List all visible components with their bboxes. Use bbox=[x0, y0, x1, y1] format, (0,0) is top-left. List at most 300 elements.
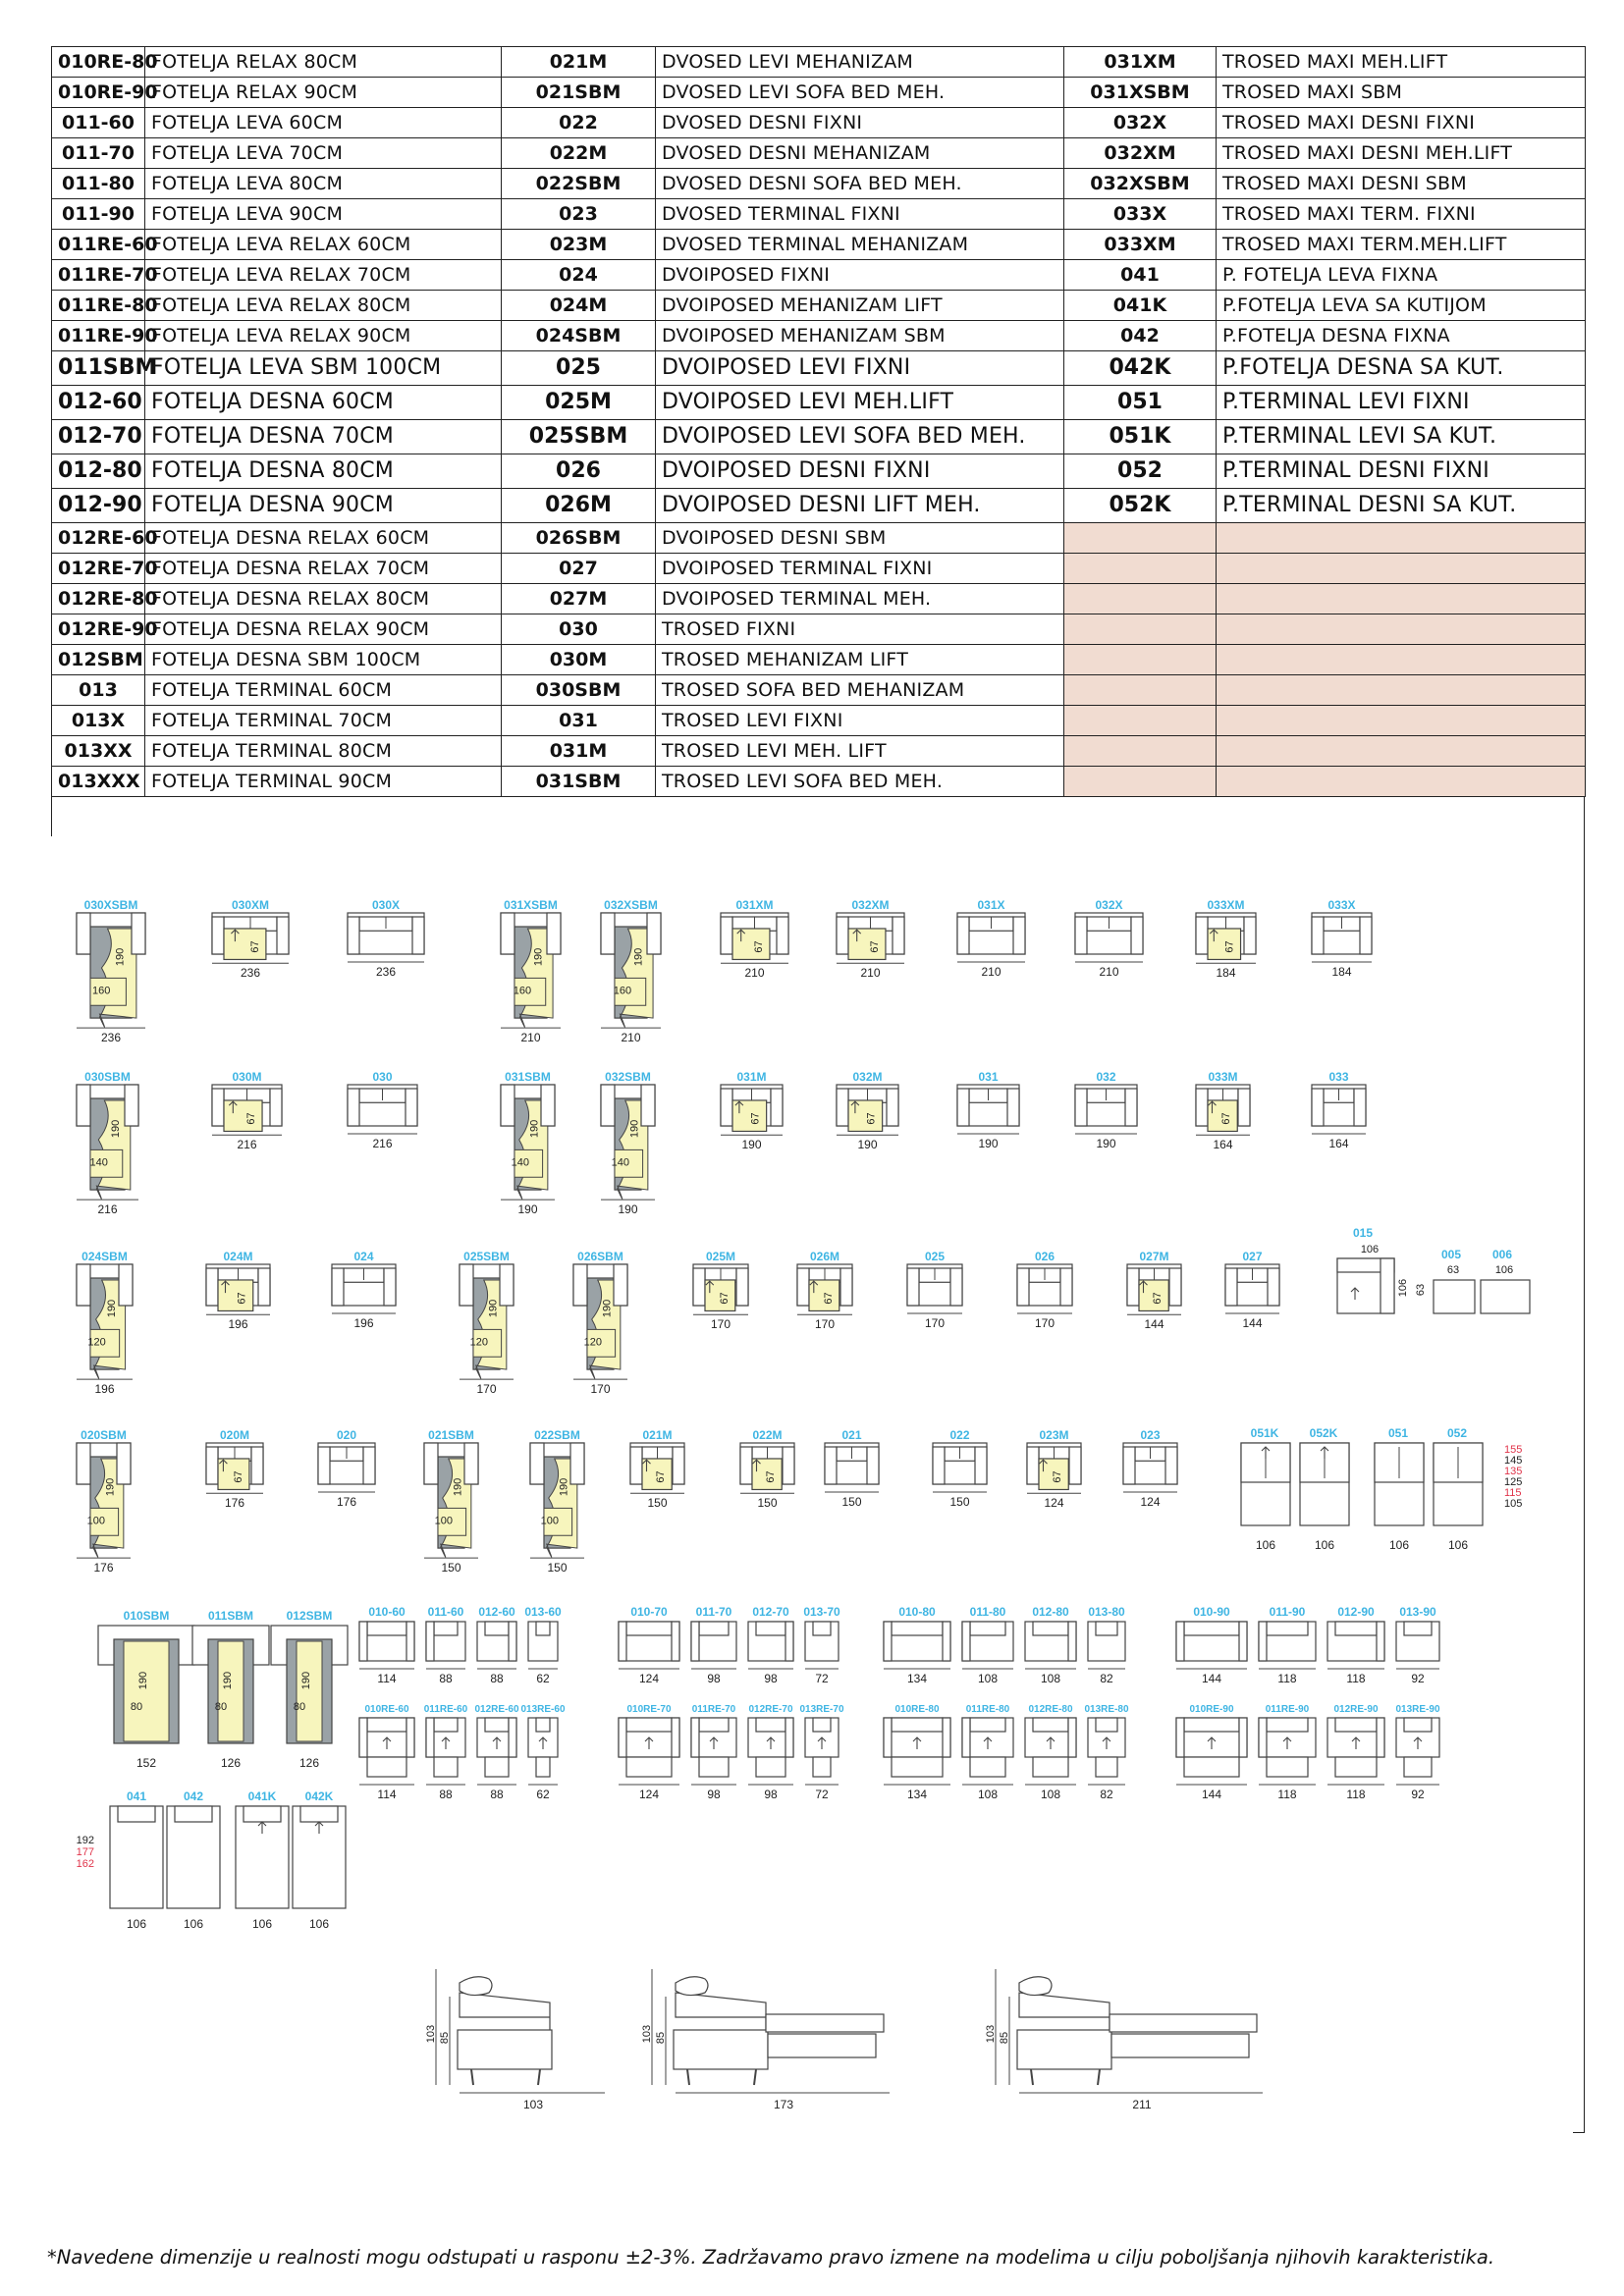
module-width-label: 98 bbox=[764, 1788, 778, 1801]
sofa-armrest bbox=[1312, 917, 1324, 954]
sofa-module-033M bbox=[1196, 1070, 1250, 1151]
module-code-label: 012RE-80 bbox=[1028, 1704, 1073, 1715]
bed-width-label: 80 bbox=[293, 1701, 306, 1713]
ottoman bbox=[1434, 1280, 1475, 1313]
sofa-module-030M bbox=[212, 1070, 282, 1151]
module-code-label: 020SBM bbox=[81, 1428, 127, 1442]
mechanism-depth-label: 67 bbox=[868, 940, 881, 953]
module-width-label: 210 bbox=[744, 966, 765, 981]
module-code-label: 032SBM bbox=[605, 1070, 651, 1084]
bed-width-label: 80 bbox=[214, 1701, 228, 1713]
module-width-label: 170 bbox=[814, 1317, 836, 1332]
chair-010RE-60 bbox=[359, 1704, 414, 1801]
module-width-label: 118 bbox=[1277, 1788, 1297, 1801]
side-profile-2 bbox=[641, 1969, 890, 2111]
depth-option-label: 145 bbox=[1504, 1455, 1523, 1467]
module-width-label: 88 bbox=[439, 1788, 453, 1801]
model-description-cell: TROSED FIXNI bbox=[656, 614, 1064, 645]
model-description-cell: DVOIPOSED TERMINAL MEH. bbox=[656, 584, 1064, 614]
depth-option-label: 155 bbox=[1504, 1444, 1523, 1456]
sofa-module-024 bbox=[332, 1250, 396, 1330]
module-code-label: 032M bbox=[852, 1070, 883, 1084]
module-width-label: 106 bbox=[1255, 1538, 1276, 1552]
module-code-label: 011RE-90 bbox=[1265, 1704, 1310, 1715]
chair-backrest bbox=[626, 1718, 672, 1732]
model-description-cell: TROSED MAXI MEH.LIFT bbox=[1217, 47, 1586, 78]
sofa-side-base bbox=[1017, 2030, 1111, 2069]
module-code-label: 021 bbox=[841, 1428, 862, 1442]
module-code-label: 024M bbox=[223, 1250, 253, 1263]
headrest bbox=[1019, 1977, 1052, 1996]
mechanism-depth-label: 67 bbox=[1220, 1112, 1233, 1125]
bed-width-label: 160 bbox=[513, 985, 532, 997]
model-description-cell: DVOSED DESNI MEHANIZAM bbox=[656, 138, 1064, 169]
module-code-label: 022M bbox=[752, 1428, 783, 1442]
chair-backrest bbox=[626, 1622, 672, 1635]
sofa-bed-mattress bbox=[218, 1641, 244, 1741]
chair-012RE-60 bbox=[474, 1704, 518, 1801]
module-code-label: 012-90 bbox=[1337, 1605, 1375, 1619]
module-code-label: 010-90 bbox=[1193, 1605, 1230, 1619]
bed-length-label: 190 bbox=[109, 1119, 122, 1139]
model-code-cell: 031 bbox=[502, 706, 656, 736]
seat-height-label: 85 bbox=[439, 2031, 451, 2045]
module-width-label: 124 bbox=[1044, 1496, 1064, 1511]
module-code-label: 023M bbox=[1039, 1428, 1069, 1442]
module-code-label: 042 bbox=[183, 1789, 204, 1803]
model-code-cell: 033XM bbox=[1064, 230, 1217, 260]
sofa-armrest bbox=[424, 1443, 438, 1484]
chair-backrest bbox=[892, 1718, 943, 1732]
module-code-label: 010-70 bbox=[630, 1605, 668, 1619]
module-width-label: 190 bbox=[1096, 1137, 1116, 1150]
chair-backrest bbox=[1404, 1622, 1432, 1635]
sofa-armrest bbox=[406, 1089, 417, 1126]
chair-backrest bbox=[1184, 1622, 1239, 1635]
chair-armrest bbox=[943, 1622, 950, 1661]
bed-length-label: 190 bbox=[222, 1671, 234, 1690]
depth-label: 103 bbox=[522, 2098, 544, 2111]
sofa-armrest bbox=[887, 1089, 898, 1126]
module-code-label: 030X bbox=[371, 898, 401, 912]
mechanism-depth-label: 67 bbox=[232, 1470, 244, 1483]
module-width-label: 106 bbox=[308, 1917, 330, 1931]
module-width-label: 62 bbox=[536, 1788, 550, 1801]
chair-backrest bbox=[1096, 1622, 1117, 1635]
module-width-label: 106 bbox=[1314, 1538, 1335, 1552]
sofa-armrest bbox=[1196, 917, 1208, 954]
bed-width-label: 160 bbox=[613, 985, 632, 997]
model-code-cell: 042 bbox=[1064, 321, 1217, 351]
sofa-armrest bbox=[1075, 917, 1087, 954]
model-description-cell: TROSED SOFA BED MEHANIZAM bbox=[656, 675, 1064, 706]
module-code-label: 010RE-60 bbox=[364, 1704, 409, 1715]
model-description-cell: DVOSED TERMINAL MEHANIZAM bbox=[656, 230, 1064, 260]
model-description-cell: DVOSED DESNI FIXNI bbox=[656, 108, 1064, 138]
chair-013-90 bbox=[1396, 1605, 1439, 1685]
chair-011-80 bbox=[962, 1605, 1013, 1685]
module-width-label: 236 bbox=[240, 966, 261, 981]
model-description-cell: DVOIPOSED LEVI MEH.LIFT bbox=[656, 386, 1064, 420]
sofa-armrest bbox=[1017, 1268, 1029, 1306]
model-code-cell: 010RE-80 bbox=[52, 47, 145, 78]
module-code-label: 012SBM bbox=[286, 1609, 333, 1623]
ottoman bbox=[1481, 1280, 1530, 1313]
sofa-armrest bbox=[1060, 1268, 1072, 1306]
model-description-cell: P.FOTELJA DESNA FIXNA bbox=[1217, 321, 1586, 351]
bed-length-label: 190 bbox=[487, 1299, 500, 1318]
module-code-label: 024 bbox=[353, 1250, 374, 1263]
chair-armrest bbox=[426, 1718, 434, 1757]
mechanism-depth-label: 67 bbox=[245, 1112, 258, 1125]
relax-footrest bbox=[1096, 1757, 1117, 1777]
module-width-label: 216 bbox=[97, 1202, 118, 1217]
model-code-cell: 012RE-60 bbox=[52, 523, 145, 554]
sofa-armrest bbox=[363, 1447, 375, 1484]
module-code-label: 011RE-60 bbox=[423, 1704, 468, 1715]
module-code-label: 033XM bbox=[1207, 898, 1245, 912]
module-width-label: 108 bbox=[977, 1788, 999, 1801]
sofa-armrest bbox=[1225, 1268, 1237, 1306]
sofa-armrest bbox=[500, 1264, 514, 1306]
model-code-cell: 011RE-70 bbox=[52, 260, 145, 291]
sofa-armrest bbox=[570, 1443, 584, 1484]
corner-and-ottoman-units bbox=[1337, 1226, 1530, 1313]
model-description-cell: FOTELJA LEVA 70CM bbox=[145, 138, 502, 169]
relax-footrest bbox=[1267, 1757, 1308, 1777]
bed-width-label: 120 bbox=[583, 1336, 602, 1349]
model-description-cell: FOTELJA TERMINAL 80CM bbox=[145, 736, 502, 767]
bed-mechanism bbox=[1111, 2034, 1249, 2057]
chair-backrest bbox=[970, 1622, 1005, 1635]
sofa-armrest bbox=[77, 1085, 90, 1126]
sofa-module-033XM bbox=[1196, 898, 1256, 980]
sofa-armrest bbox=[1127, 1268, 1139, 1306]
module-width-label: 98 bbox=[764, 1672, 778, 1685]
bed-length-label: 190 bbox=[528, 1119, 541, 1139]
model-code-cell: 022 bbox=[502, 108, 656, 138]
model-code-cell: 033X bbox=[1064, 199, 1217, 230]
module-width-label: 216 bbox=[372, 1137, 393, 1150]
model-description-cell: TROSED MAXI SBM bbox=[1217, 78, 1586, 108]
chair-010RE-90 bbox=[1176, 1704, 1247, 1801]
sofa-armrest bbox=[783, 1447, 794, 1484]
side-profile-1 bbox=[425, 1969, 605, 2111]
chair-backrest bbox=[892, 1622, 943, 1635]
module-code-label: 033X bbox=[1327, 898, 1356, 912]
chair-010RE-70 bbox=[619, 1704, 679, 1801]
sofa-armrest bbox=[840, 1268, 852, 1306]
module-width-label: 190 bbox=[857, 1138, 878, 1152]
sofa-module-022M bbox=[740, 1428, 794, 1510]
relax-footrest bbox=[367, 1757, 406, 1777]
chair-012-80 bbox=[1025, 1605, 1076, 1685]
sofa-module-021SBM bbox=[424, 1428, 478, 1575]
bed-width-label: 120 bbox=[469, 1336, 488, 1349]
chair-011-90 bbox=[1259, 1605, 1316, 1685]
module-code-label: 010SBM bbox=[123, 1609, 170, 1623]
sofa-armrest bbox=[117, 1443, 131, 1484]
sofa-armrest bbox=[825, 1447, 837, 1484]
sofa-armrest bbox=[125, 1085, 138, 1126]
chair-backrest bbox=[1335, 1622, 1377, 1635]
module-width-label: 106 bbox=[251, 1917, 273, 1931]
module-width-label: 150 bbox=[441, 1561, 461, 1575]
sofa-armrest bbox=[530, 1443, 544, 1484]
module-width-label: 196 bbox=[353, 1316, 374, 1330]
model-code-cell: 052K bbox=[1064, 489, 1217, 523]
model-code-cell: 024 bbox=[502, 260, 656, 291]
model-code-cell: 026M bbox=[502, 489, 656, 523]
relax-footrest bbox=[536, 1757, 550, 1777]
chair-011RE-60 bbox=[424, 1704, 468, 1801]
sofa-armrest bbox=[348, 917, 359, 954]
module-code-label: 041K bbox=[247, 1789, 277, 1803]
module-width-label: 98 bbox=[707, 1788, 721, 1801]
chair-armrest bbox=[1068, 1718, 1076, 1757]
model-code-cell: 012-80 bbox=[52, 454, 145, 489]
model-code-cell: 030SBM bbox=[502, 675, 656, 706]
sofa-module-031 bbox=[957, 1070, 1019, 1150]
chair-armrest bbox=[509, 1718, 516, 1757]
model-description-cell: DVOIPOSED LEVI FIXNI bbox=[656, 351, 1064, 386]
module-width-label: 210 bbox=[621, 1031, 641, 1045]
chair-armrest bbox=[785, 1718, 793, 1757]
model-code-cell: 011-70 bbox=[52, 138, 145, 169]
mechanism-depth-label: 67 bbox=[1152, 1292, 1164, 1305]
module-code-label: 027 bbox=[1242, 1250, 1263, 1263]
sofa-module-032M bbox=[837, 1070, 898, 1151]
sofa-armrest bbox=[384, 1268, 396, 1306]
chair-backrest bbox=[485, 1622, 509, 1635]
sofa-armrest bbox=[277, 917, 289, 954]
relax-footrest bbox=[813, 1757, 831, 1777]
model-code-cell: 024M bbox=[502, 291, 656, 321]
model-code-cell: 011RE-80 bbox=[52, 291, 145, 321]
sofa-armrest bbox=[412, 917, 424, 954]
module-width-label: 152 bbox=[135, 1756, 157, 1770]
sofa-armrest bbox=[630, 1447, 642, 1484]
chair-armrest bbox=[359, 1718, 367, 1757]
sofa-module-024M bbox=[206, 1250, 270, 1331]
sofa-armrest bbox=[212, 1089, 224, 1126]
sofa-module-027 bbox=[1225, 1250, 1279, 1330]
sofa-armrest bbox=[797, 1268, 809, 1306]
sofa-module-033X bbox=[1312, 898, 1372, 979]
module-code-label: 026SBM bbox=[577, 1250, 623, 1263]
module-width-label: 150 bbox=[841, 1495, 862, 1509]
module-code-label: 010RE-90 bbox=[1189, 1704, 1234, 1715]
model-code-cell: 032XM bbox=[1064, 138, 1217, 169]
module-code-label: 027M bbox=[1139, 1250, 1169, 1263]
relax-footrest bbox=[1033, 1757, 1068, 1777]
mechanism-depth-label: 67 bbox=[752, 940, 765, 953]
module-width-label: 144 bbox=[1144, 1317, 1164, 1332]
module-code-label: 010RE-80 bbox=[894, 1704, 940, 1715]
module-width-label: 118 bbox=[1346, 1672, 1366, 1685]
model-code-cell: 011SBM bbox=[52, 351, 145, 386]
bed-length-label: 190 bbox=[137, 1671, 149, 1690]
sofa-armrest bbox=[258, 1268, 270, 1306]
module-width-label: 126 bbox=[298, 1756, 320, 1770]
extended-seat bbox=[766, 2014, 884, 2032]
sofa-armrest bbox=[318, 1447, 330, 1484]
depth-option-label: 115 bbox=[1504, 1487, 1522, 1499]
module-width-label: 124 bbox=[638, 1788, 660, 1801]
module-width-label: 150 bbox=[949, 1495, 970, 1509]
sofa-module-032 bbox=[1075, 1070, 1137, 1150]
module-code-label: 012RE-60 bbox=[474, 1704, 519, 1715]
module-code-label: 031SBM bbox=[505, 1070, 551, 1084]
module-code-label: 051 bbox=[1387, 1426, 1409, 1440]
module-code-label: 012-80 bbox=[1032, 1605, 1069, 1619]
model-description-cell: FOTELJA TERMINAL 60CM bbox=[145, 675, 502, 706]
model-description-cell: DVOIPOSED TERMINAL FIXNI bbox=[656, 554, 1064, 584]
model-code-cell: 041K bbox=[1064, 291, 1217, 321]
sofa-armrest bbox=[1244, 917, 1256, 954]
sofa-module-020M bbox=[206, 1428, 263, 1510]
module-width-label: 82 bbox=[1100, 1672, 1113, 1685]
chair-010RE-80 bbox=[884, 1704, 950, 1801]
module-width-label: 88 bbox=[490, 1788, 504, 1801]
chair-010-90 bbox=[1176, 1605, 1247, 1685]
model-description-cell: FOTELJA DESNA 60CM bbox=[145, 386, 502, 420]
model-code-cell: 031M bbox=[502, 736, 656, 767]
sofa-module-031SBM bbox=[501, 1070, 555, 1216]
model-description-cell: DVOSED DESNI SOFA BED MEH. bbox=[656, 169, 1064, 199]
headrest bbox=[460, 1977, 492, 1996]
module-code-label: 021M bbox=[642, 1428, 673, 1442]
model-description-cell: FOTELJA LEVA RELAX 80CM bbox=[145, 291, 502, 321]
sofa-module-030SBM bbox=[77, 1070, 138, 1216]
module-code-label: 041 bbox=[126, 1789, 147, 1803]
chair-013-60 bbox=[524, 1605, 562, 1685]
sofa-module-032XM bbox=[837, 898, 904, 980]
sofa-armrest bbox=[740, 1447, 752, 1484]
model-description-cell: FOTELJA TERMINAL 70CM bbox=[145, 706, 502, 736]
module-width-label: 170 bbox=[924, 1316, 946, 1330]
module-code-label: 020M bbox=[219, 1428, 250, 1442]
sofa-armrest bbox=[1196, 1089, 1208, 1126]
module-code-label: 032XM bbox=[851, 898, 890, 912]
sofa-armrest bbox=[206, 1268, 218, 1306]
sofa-module-026SBM bbox=[573, 1250, 627, 1396]
sofa-armrest bbox=[1238, 1089, 1250, 1126]
model-description-cell: FOTELJA RELAX 90CM bbox=[145, 78, 502, 108]
sofa-armrest bbox=[771, 1089, 783, 1126]
bed-width-label: 140 bbox=[89, 1156, 108, 1169]
model-description-cell: FOTELJA LEVA RELAX 90CM bbox=[145, 321, 502, 351]
chair-armrest bbox=[619, 1718, 626, 1757]
chair-backrest bbox=[1267, 1622, 1308, 1635]
module-code-label: 032XSBM bbox=[604, 898, 658, 912]
model-code-cell: 026SBM bbox=[502, 523, 656, 554]
model-description-cell: FOTELJA DESNA 90CM bbox=[145, 489, 502, 523]
model-code-cell: 052 bbox=[1064, 454, 1217, 489]
sofa-armrest bbox=[1165, 1447, 1177, 1484]
module-code-label: 031X bbox=[977, 898, 1005, 912]
model-description-cell: FOTELJA LEVA 90CM bbox=[145, 199, 502, 230]
chair-010-80 bbox=[884, 1605, 950, 1685]
module-code-label: 023 bbox=[1140, 1428, 1161, 1442]
sofa-armrest bbox=[1069, 1447, 1081, 1484]
module-width-label: 92 bbox=[1411, 1788, 1425, 1801]
sofa-module-023 bbox=[1123, 1428, 1177, 1509]
module-width-label: 176 bbox=[336, 1495, 357, 1509]
model-code-cell: 030 bbox=[502, 614, 656, 645]
module-code-label: 010RE-70 bbox=[626, 1704, 672, 1715]
model-description-cell: DVOIPOSED MEHANIZAM SBM bbox=[656, 321, 1064, 351]
chair-armrest bbox=[691, 1718, 699, 1757]
sofa-leg bbox=[1031, 2069, 1033, 2085]
model-description-cell: FOTELJA DESNA 70CM bbox=[145, 420, 502, 454]
chair-backrest bbox=[699, 1622, 729, 1635]
module-code-label: 013RE-90 bbox=[1395, 1704, 1440, 1715]
depth-option-label: 192 bbox=[76, 1835, 94, 1846]
chair-armrest bbox=[1377, 1622, 1384, 1661]
sofa-leg bbox=[538, 2069, 540, 2085]
sofa-armrest bbox=[1007, 1089, 1019, 1126]
relax-footrest bbox=[1335, 1757, 1377, 1777]
sofa-armrest bbox=[957, 1089, 969, 1126]
model-code-cell: 013X bbox=[52, 706, 145, 736]
model-code-cell: 012-70 bbox=[52, 420, 145, 454]
module-width-label: 210 bbox=[520, 1031, 541, 1045]
chair-013-70 bbox=[803, 1605, 840, 1685]
module-width-label: 88 bbox=[439, 1672, 453, 1685]
module-code-label: 015 bbox=[1352, 1226, 1374, 1240]
bed-width-label: 120 bbox=[87, 1336, 106, 1349]
module-code-label: 030XM bbox=[231, 898, 270, 912]
module-width-label: 63 bbox=[1446, 1264, 1460, 1276]
module-width-label: 190 bbox=[517, 1202, 538, 1217]
relax-footrest bbox=[1404, 1757, 1432, 1777]
chair-012RE-90 bbox=[1327, 1704, 1384, 1801]
sofa-armrest bbox=[950, 1268, 962, 1306]
sofa-armrest bbox=[573, 1264, 587, 1306]
module-code-label: 026M bbox=[809, 1250, 840, 1263]
module-width-label: 118 bbox=[1346, 1788, 1366, 1801]
model-description-cell: P.TERMINAL LEVI SA KUT. bbox=[1217, 420, 1586, 454]
model-code-cell: 012RE-70 bbox=[52, 554, 145, 584]
depth-option-label: 177 bbox=[76, 1846, 94, 1858]
chair-backrest bbox=[536, 1622, 550, 1635]
chair-armrest bbox=[1259, 1622, 1267, 1661]
module-code-label: 011SBM bbox=[207, 1609, 254, 1623]
sofa-module-026M bbox=[797, 1250, 852, 1331]
sofa-module-024SBM bbox=[77, 1250, 133, 1396]
model-description-cell: DVOIPOSED DESNI SBM bbox=[656, 523, 1064, 554]
sofa-armrest bbox=[601, 913, 615, 954]
module-code-label: 052K bbox=[1309, 1426, 1338, 1440]
model-description-cell: FOTELJA DESNA RELAX 80CM bbox=[145, 584, 502, 614]
sofa-module-032X bbox=[1075, 898, 1143, 979]
module-code-label: 030 bbox=[372, 1070, 393, 1084]
sofa-armrest bbox=[647, 913, 661, 954]
module-width-label: 106 bbox=[183, 1917, 204, 1931]
sofa-armrest bbox=[464, 1443, 478, 1484]
height-label: 103 bbox=[985, 2024, 997, 2044]
module-width-label: 118 bbox=[1277, 1672, 1297, 1685]
sofa-armrest bbox=[1123, 1447, 1135, 1484]
module-width-label: 196 bbox=[228, 1317, 248, 1332]
model-description-cell: DVOSED LEVI MEHANIZAM bbox=[656, 47, 1064, 78]
module-code-label: 011-80 bbox=[969, 1605, 1006, 1619]
chair-012-90 bbox=[1327, 1605, 1384, 1685]
bed-width-label: 140 bbox=[611, 1156, 629, 1169]
module-code-label: 005 bbox=[1440, 1248, 1462, 1261]
sofa-module-025 bbox=[907, 1250, 962, 1330]
